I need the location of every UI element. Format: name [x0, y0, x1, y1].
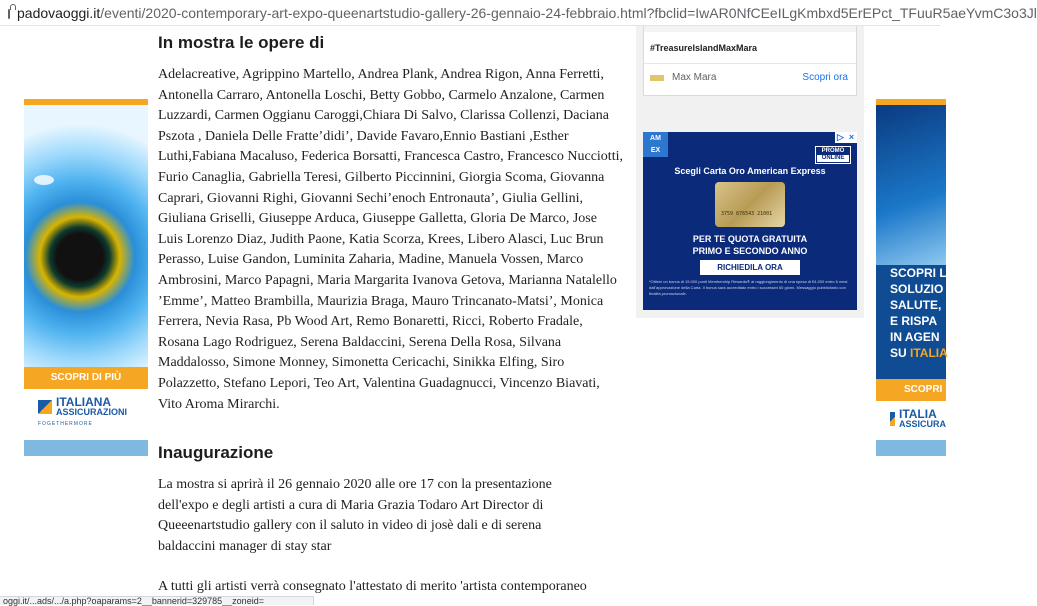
richiedila-ora-button[interactable]: RICHIEDILA ORA [700, 260, 800, 275]
logo-line1: ITALIANA [56, 395, 112, 409]
ad-close-icon[interactable]: × [848, 132, 855, 142]
amex-logo [643, 132, 668, 157]
amex-title: Scegli Carta Oro American Express [674, 166, 826, 176]
gold-card-image [715, 182, 785, 227]
address-bar[interactable] [0, 0, 1037, 26]
logo-line2: ASSICURAZIONI [56, 407, 128, 417]
ad-right-line [890, 345, 946, 361]
offer-line1: PER TE QUOTA GRATUITA [692, 234, 808, 244]
url-domain: padovaoggi.it [17, 4, 101, 21]
ad-right-line: SOLUZIO [890, 282, 944, 296]
ad-bottom-bar [24, 440, 148, 456]
logo-line2: ASSICURA [898, 419, 946, 429]
ad-right-cta-button[interactable]: SCOPRI [876, 379, 946, 401]
inaugurazione-text: La mostra si aprirà il 26 gennaio 2020 alle ore 17 con la presentazione dell'expo e degli artisti a cura di Maria Grazia Todaro Art Director di Queeenartstudio gallery con il saluto in video di josè dali e di serena baldaccini manager di stay star [158, 477, 552, 554]
amex-ad[interactable] [643, 132, 857, 310]
attestato-text: A tutti gli artisti verrà consegnato l'attestato di merito 'artista contemporaneo [158, 579, 587, 595]
right-sidebar [636, 26, 864, 318]
left-skyscraper-ad[interactable] [24, 99, 148, 456]
scopri-ora-link[interactable]: Scopri ora [802, 72, 848, 83]
article-body [158, 30, 624, 598]
ad-right-line: SCOPRI L [890, 266, 947, 280]
amex-logo-l2: EX [650, 147, 661, 154]
ad-right-line: SALUTE, [890, 298, 942, 312]
ad-choices[interactable] [835, 132, 857, 143]
card-number: 3759 876543 21001 [721, 211, 773, 217]
amex-logo-l1: AM [650, 135, 661, 142]
adchoices-info-icon[interactable]: ▷ [837, 132, 844, 142]
promo-line1: PROMO [821, 148, 845, 154]
sponsored-card[interactable] [643, 26, 857, 96]
sponsored-hashtag: #TreasureIslandMaxMara [650, 43, 758, 53]
ad-right-line: IN AGEN [890, 330, 940, 344]
artists-list: Adelacreative, Agrippino Martello, Andrea Plank, Andrea Rigon, Anna Ferretti, Antonella Carraro, Antonella Loschi, Betty Gobbo, Carmelo Anzalone, Carmen Luzzardi, Carmen Oggianu Caroggi,Chiara Di Salvo, Clarissa Collenzi, Daciana Pszota , Daniela Delle Fratte’didi’, Davide Favaro,Ennio Bastiani ,Esther Luthi,Fabiana Macaluso, Federica Borsatti, Francesca Castro, Francesco Nucciotti, Furio Canaglia, Gabriella Teresi, Gilberto Piccinnini, Giorgia Scoma, Giovanna Caprari, Giovanni Righi, Giovanni Sechi’enoch Entronauta’, Giulia Gellini, Giuliana Griselli, Giuseppe Arduca, Giuseppe Galletta, Gloria De Marco, Jose Luis Lorenzo Diaz, Judith Paone, Katia Scorza, Krees, Libero Alasci, Luc Brun Perasso, Luise Gandon, Luminita Zaharia, Madine, Manuela Vossen, Marco Ambrosini, Marco Papagni, Maria Margarita Ivanova Getova, Marianna Natalello ’Emme’, Matteo Brambilla, Maurizia Braga, Mauro Trincanato-Matsi’, Monica Ferrera, Nevia Rasa, Pb Wood Art, Remo Bonaretti, Ricci, Roberto Fradale, Rosana Lago Rodriguez, Serena Baldaccini, Serena Della Rosa, Silvana Maddalosso, Simone Monney, Simonetta Cericachi, Sinikka Elfing, Siro Polazzetto, Stefano Lepori, Teo Art, Valentina Guadagnucci, Vincenzo Biavati, Vito Aroma Mirarchi. [158, 67, 623, 412]
amex-fine-print: *Ottieni un bonus di 15.000 punti Membership Rewards® al raggiungimento di una spesa di €4.000 entro 6 mesi dall'approvazione della Carta. Il bonus sarà accreditato entro i successivi 60 giorni. Messaggio pubblicitario con finalità promozionale. [649, 279, 848, 296]
promo-online-badge [815, 146, 851, 164]
offer-line2: PRIMO E SECONDO ANNO [692, 246, 808, 256]
sponsored-brand: Max Mara [672, 72, 717, 83]
ad-right-prefix: SU [890, 346, 911, 360]
ad-right-highlight: ITALIA [910, 346, 948, 360]
right-skyscraper-ad[interactable] [876, 99, 946, 456]
ad-right-copy [876, 265, 946, 361]
ad-right-bottom-bar [876, 440, 946, 456]
status-bar-link-preview: oggi.it/...ads/.../a.php?oaparams=2__bannerid=329785__zoneid= [0, 596, 314, 605]
logo-tagline: FOGETHERMORE [38, 421, 93, 427]
lock-icon [8, 9, 10, 19]
ad-left-cta-button[interactable]: SCOPRI DI PIÙ [24, 367, 148, 389]
italiana-logo [24, 389, 148, 427]
maxmara-logo-icon [650, 75, 664, 81]
italiana-logo-mark [38, 400, 52, 414]
italiana-logo-mark [890, 412, 895, 426]
eye-image [24, 105, 148, 367]
logo-line1: ITALIA [898, 407, 937, 421]
promo-line2: ONLINE [817, 155, 849, 162]
heading-inaugurazione: Inaugurazione [158, 443, 274, 463]
url-path: /eventi/2020-contemporary-art-expo-queenartstudio-gallery-26-gennaio-24-febbraio.html?fbclid=IwAR0NfCEeILgKmbxd5ErEPct_TFuuR5aeYvmC3o3Jl [100, 4, 1037, 21]
amex-offer [643, 233, 857, 257]
heading-opere: In mostra le opere di [158, 33, 325, 52]
ad-right-image [876, 105, 946, 265]
ad-right-line: E RISPA [890, 314, 938, 328]
